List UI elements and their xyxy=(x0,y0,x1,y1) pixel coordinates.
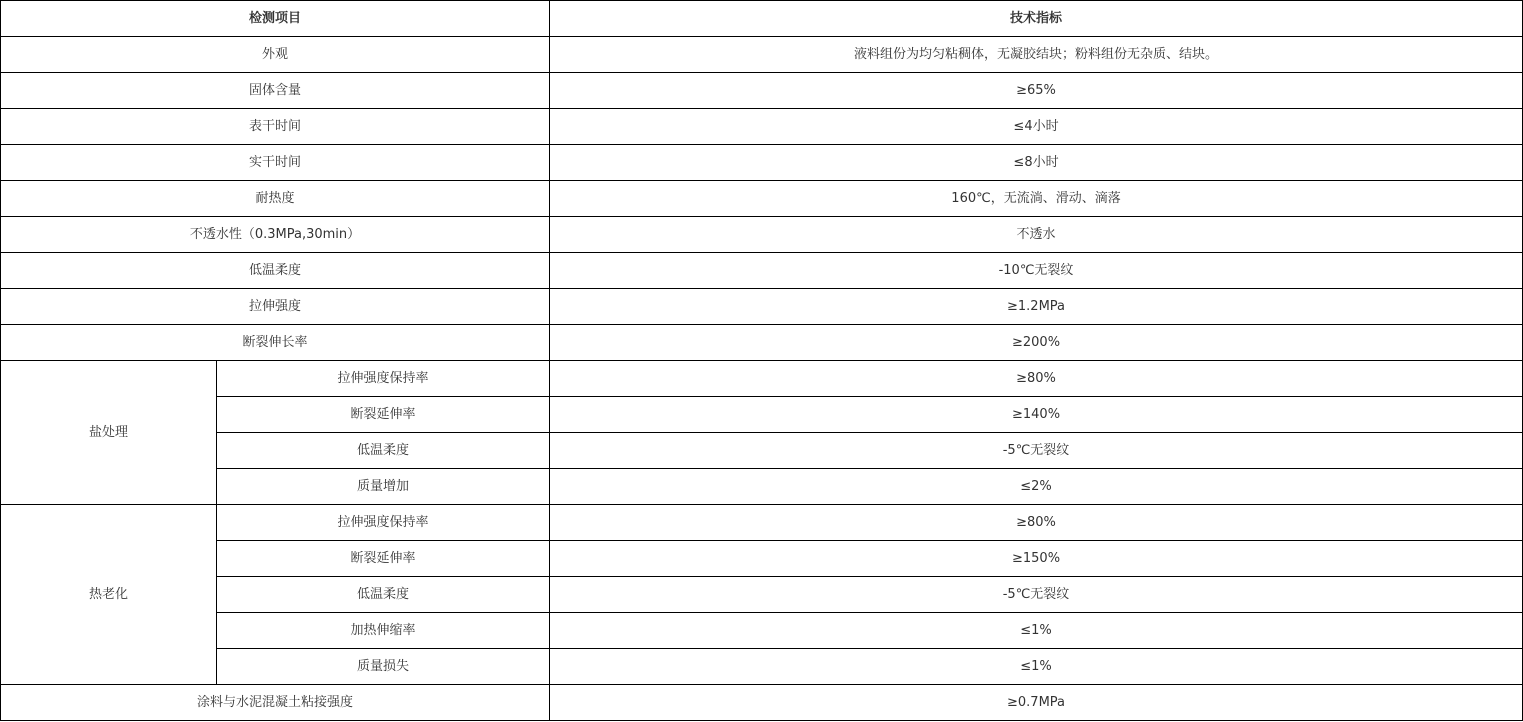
table-header-row xyxy=(1,1,1523,37)
table-row xyxy=(1,289,1523,325)
row-value: ≥65% xyxy=(550,73,1523,109)
row-value: -10℃无裂纹 xyxy=(550,253,1523,289)
table-row xyxy=(1,181,1523,217)
table-row xyxy=(1,649,1523,685)
sub-row-item: 断裂延伸率 xyxy=(217,541,550,577)
row-value: ≤1% xyxy=(550,613,1523,649)
table-row xyxy=(1,73,1523,109)
row-value: ≥150% xyxy=(550,541,1523,577)
sub-row-item: 加热伸缩率 xyxy=(217,613,550,649)
table-row xyxy=(1,685,1523,721)
header-spec: 技术指标 xyxy=(550,1,1523,37)
table-row xyxy=(1,577,1523,613)
sub-row-item: 质量增加 xyxy=(217,469,550,505)
row-item: 涂料与水泥混凝土粘接强度 xyxy=(1,685,550,721)
row-item: 低温柔度 xyxy=(1,253,550,289)
row-value: ≤1% xyxy=(550,649,1523,685)
row-item: 实干时间 xyxy=(1,145,550,181)
table-row xyxy=(1,253,1523,289)
group-label-heat-aging: 热老化 xyxy=(1,505,217,685)
row-item: 不透水性（0.3MPa,30min） xyxy=(1,217,550,253)
row-item: 固体含量 xyxy=(1,73,550,109)
row-item: 断裂伸长率 xyxy=(1,325,550,361)
row-value: -5℃无裂纹 xyxy=(550,433,1523,469)
row-value: ≥0.7MPa xyxy=(550,685,1523,721)
row-value: ≤4小时 xyxy=(550,109,1523,145)
sub-row-item: 低温柔度 xyxy=(217,577,550,613)
row-value: ≥80% xyxy=(550,361,1523,397)
row-value: ≥1.2MPa xyxy=(550,289,1523,325)
row-item: 表干时间 xyxy=(1,109,550,145)
row-value: 160℃，无流淌、滑动、滴落 xyxy=(550,181,1523,217)
row-value: ≤8小时 xyxy=(550,145,1523,181)
row-value: 液料组份为均匀粘稠体，无凝胶结块；粉料组份无杂质、结块。 xyxy=(550,37,1523,73)
table-row xyxy=(1,613,1523,649)
table-row xyxy=(1,505,1523,541)
table-row xyxy=(1,325,1523,361)
sub-row-item: 拉伸强度保持率 xyxy=(217,505,550,541)
row-item: 外观 xyxy=(1,37,550,73)
table-row xyxy=(1,541,1523,577)
table-row xyxy=(1,145,1523,181)
row-value: 不透水 xyxy=(550,217,1523,253)
table-row xyxy=(1,433,1523,469)
sub-row-item: 断裂延伸率 xyxy=(217,397,550,433)
sub-row-item: 低温柔度 xyxy=(217,433,550,469)
table-row xyxy=(1,109,1523,145)
row-value: ≥80% xyxy=(550,505,1523,541)
table-row xyxy=(1,469,1523,505)
row-value: ≥200% xyxy=(550,325,1523,361)
row-value: -5℃无裂纹 xyxy=(550,577,1523,613)
sub-row-item: 拉伸强度保持率 xyxy=(217,361,550,397)
group-label-salt-treatment: 盐处理 xyxy=(1,361,217,505)
table-row xyxy=(1,361,1523,397)
table-row xyxy=(1,37,1523,73)
sub-row-item: 质量损失 xyxy=(217,649,550,685)
row-value: ≤2% xyxy=(550,469,1523,505)
header-item: 检测项目 xyxy=(1,1,550,37)
table-row xyxy=(1,217,1523,253)
table-row xyxy=(1,397,1523,433)
row-item: 拉伸强度 xyxy=(1,289,550,325)
row-item: 耐热度 xyxy=(1,181,550,217)
row-value: ≥140% xyxy=(550,397,1523,433)
